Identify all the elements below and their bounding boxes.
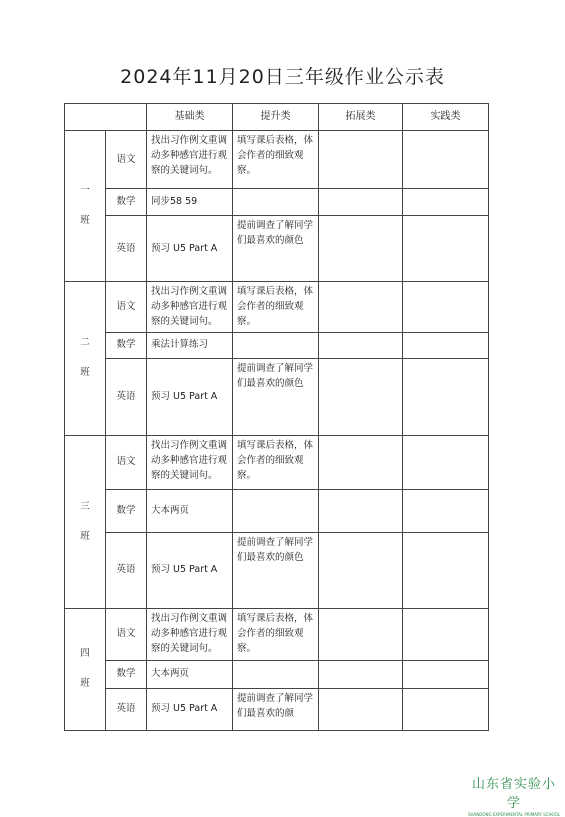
basic-cell: 同步58 59: [147, 189, 233, 216]
header-corner: [65, 104, 147, 131]
basic-cell: 大本两页: [147, 660, 233, 688]
extend-cell: [319, 216, 403, 282]
table-row: [65, 332, 489, 358]
subject-cell: 英语: [106, 358, 147, 435]
table-row: [65, 358, 489, 435]
extend-cell: [319, 660, 403, 688]
basic-cell: 乘法计算练习: [147, 332, 233, 358]
subject-cell: 英语: [106, 688, 147, 730]
practice-cell: [403, 216, 489, 282]
extend-cell: [319, 131, 403, 189]
basic-cell: 找出习作例文重调动多种感官进行观察的关键词句。: [147, 131, 233, 189]
header-practice: 实践类: [403, 104, 489, 131]
advance-cell: [233, 189, 319, 216]
extend-cell: [319, 189, 403, 216]
advance-cell: [233, 489, 319, 532]
logo-subtitle: SHANDONG EXPERIMENTAL PRIMARY SCHOOL: [467, 812, 561, 817]
basic-cell: 找出习作例文重调动多种感官进行观察的关键词句。: [147, 282, 233, 333]
subject-cell: 语文: [106, 282, 147, 333]
advance-cell: 填写课后表格，体会作者的细致观察。: [233, 282, 319, 333]
subject-cell: 语文: [106, 435, 147, 489]
class-1-label: 一 班: [65, 131, 106, 282]
table-row: [65, 189, 489, 216]
table-row: [65, 435, 489, 489]
subject-cell: 数学: [106, 660, 147, 688]
school-logo: [466, 773, 562, 817]
page-title: 2024年11月20日三年级作业公示表: [120, 66, 445, 88]
header-row: [65, 104, 489, 131]
practice-cell: [403, 435, 489, 489]
basic-cell: 预习 U5 Part A: [147, 216, 233, 282]
homework-table: [64, 103, 489, 731]
extend-cell: [319, 282, 403, 333]
logo-name: 山东省实验小学: [471, 777, 556, 811]
subject-cell: 英语: [106, 532, 147, 608]
practice-cell: [403, 282, 489, 333]
table-row: [65, 608, 489, 660]
practice-cell: [403, 332, 489, 358]
table-row: [65, 688, 489, 730]
header-extend: 拓展类: [319, 104, 403, 131]
table-row: [65, 660, 489, 688]
practice-cell: [403, 608, 489, 660]
extend-cell: [319, 332, 403, 358]
extend-cell: [319, 489, 403, 532]
extend-cell: [319, 608, 403, 660]
table-row: [65, 216, 489, 282]
practice-cell: [403, 358, 489, 435]
header-basic: 基础类: [147, 104, 233, 131]
practice-cell: [403, 489, 489, 532]
advance-cell: 提前调查了解同学们最喜欢的颜色: [233, 532, 319, 608]
extend-cell: [319, 435, 403, 489]
extend-cell: [319, 688, 403, 730]
subject-cell: 数学: [106, 489, 147, 532]
practice-cell: [403, 688, 489, 730]
extend-cell: [319, 532, 403, 608]
basic-cell: 预习 U5 Part A: [147, 358, 233, 435]
subject-cell: 语文: [106, 608, 147, 660]
extend-cell: [319, 358, 403, 435]
advance-cell: 填写课后表格，体会作者的细致观察。: [233, 608, 319, 660]
practice-cell: [403, 131, 489, 189]
table-row: [65, 131, 489, 189]
advance-cell: 填写课后表格，体会作者的细致观察。: [233, 131, 319, 189]
table-row: [65, 532, 489, 608]
subject-cell: 数学: [106, 332, 147, 358]
practice-cell: [403, 532, 489, 608]
advance-cell: [233, 332, 319, 358]
advance-cell: [233, 660, 319, 688]
class-4-label: 四 班: [65, 608, 106, 730]
subject-cell: 英语: [106, 216, 147, 282]
table-row: [65, 489, 489, 532]
basic-cell: 大本两页: [147, 489, 233, 532]
table-row: [65, 282, 489, 333]
subject-cell: 数学: [106, 189, 147, 216]
subject-cell: 语文: [106, 131, 147, 189]
basic-cell: 找出习作例文重调动多种感官进行观察的关键词句。: [147, 608, 233, 660]
advance-cell: 提前调查了解同学们最喜欢的颜: [233, 688, 319, 730]
advance-cell: 提前调查了解同学们最喜欢的颜色: [233, 358, 319, 435]
practice-cell: [403, 660, 489, 688]
advance-cell: 提前调查了解同学们最喜欢的颜色: [233, 216, 319, 282]
practice-cell: [403, 189, 489, 216]
header-advance: 提升类: [233, 104, 319, 131]
basic-cell: 预习 U5 Part A: [147, 688, 233, 730]
advance-cell: 填写课后表格，体会作者的细致观察。: [233, 435, 319, 489]
basic-cell: 找出习作例文重调动多种感官进行观察的关键词句。: [147, 435, 233, 489]
basic-cell: 预习 U5 Part A: [147, 532, 233, 608]
class-2-label: 二 班: [65, 282, 106, 436]
class-3-label: 三 班: [65, 435, 106, 608]
